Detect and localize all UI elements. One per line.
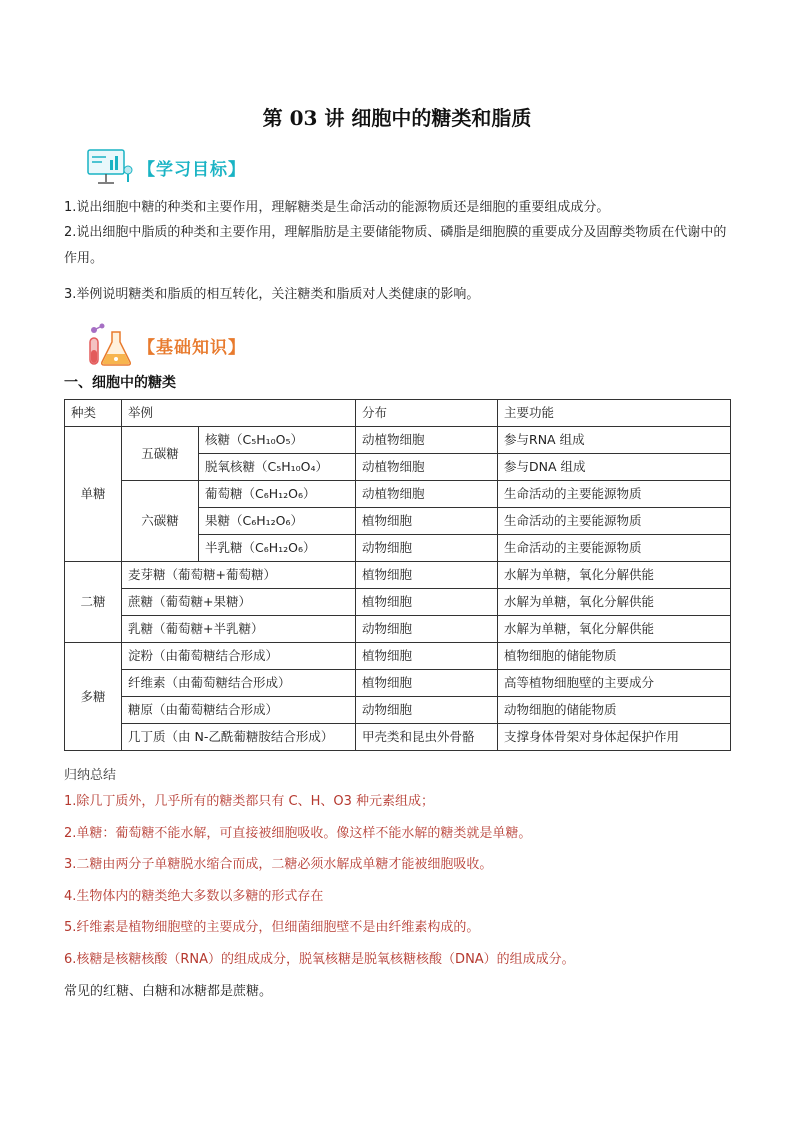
example-cell: 淀粉（由葡萄糖结合形成） (122, 643, 356, 670)
summary-note: 5.纤维素是植物细胞壁的主要成分，但细菌细胞壁不是由纤维素构成的。 (64, 920, 480, 935)
example-cell: 纤维素（由葡萄糖结合形成） (122, 670, 356, 697)
distribution-cell: 植物细胞 (356, 508, 498, 535)
example-cell: 葡萄糖（C₆H₁₂O₆） (199, 481, 356, 508)
example-cell: 核糖（C₅H₁₀O₅） (199, 427, 356, 454)
function-cell: 水解为单糖，氧化分解供能 (498, 616, 731, 643)
function-cell: 高等植物细胞壁的主要成分 (498, 670, 731, 697)
function-cell: 生命活动的主要能源物质 (498, 481, 731, 508)
distribution-cell: 动物细胞 (356, 697, 498, 724)
table-row (65, 643, 731, 670)
basics-section-header (86, 322, 246, 368)
function-cell: 参与RNA 组成 (498, 427, 731, 454)
function-cell: 植物细胞的储能物质 (498, 643, 731, 670)
example-cell: 麦芽糖（葡萄糖+葡萄糖） (122, 562, 356, 589)
distribution-cell: 植物细胞 (356, 643, 498, 670)
table-header-row (65, 400, 731, 427)
table-row (65, 589, 731, 616)
table-row (65, 724, 731, 751)
basics-section-label: 【基础知识】 (138, 337, 246, 358)
summary-title: 归纳总结 (64, 768, 117, 783)
goal-item: 1.说出细胞中糖的种类和主要作用，理解糖类是生命活动的能源物质还是细胞的重要组成成分。 (64, 200, 610, 215)
distribution-cell: 植物细胞 (356, 670, 498, 697)
goals-section-header (86, 148, 246, 186)
lab-flask-icon (86, 322, 136, 368)
header-cell: 分布 (356, 400, 498, 427)
table-row (65, 697, 731, 724)
function-cell: 生命活动的主要能源物质 (498, 535, 731, 562)
function-cell: 参与DNA 组成 (498, 454, 731, 481)
header-cell: 种类 (65, 400, 122, 427)
header-cell: 主要功能 (498, 400, 731, 427)
summary-note: 2.单糖：葡萄糖不能水解，可直接被细胞吸收。像这样不能水解的糖类就是单糖。 (64, 826, 532, 841)
table-row (65, 616, 731, 643)
function-cell: 水解为单糖，氧化分解供能 (498, 562, 731, 589)
group-cell: 二糖 (65, 562, 122, 643)
example-cell: 果糖（C₆H₁₂O₆） (199, 508, 356, 535)
presentation-board-icon (86, 148, 136, 186)
section-heading-sugars: 一、细胞中的糖类 (64, 375, 176, 391)
summary-note: 4.生物体内的糖类绝大多数以多糖的形式存在 (64, 889, 324, 904)
example-cell: 脱氧核糖（C₅H₁₀O₄） (199, 454, 356, 481)
example-cell: 几丁质（由 N-乙酰葡糖胺结合形成） (122, 724, 356, 751)
subgroup-cell: 六碳糖 (122, 481, 199, 562)
example-cell: 糖原（由葡萄糖结合形成） (122, 697, 356, 724)
subgroup-cell: 五碳糖 (122, 427, 199, 481)
function-cell: 生命活动的主要能源物质 (498, 508, 731, 535)
goal-item: 3.举例说明糖类和脂质的相互转化，关注糖类和脂质对人类健康的影响。 (64, 287, 480, 302)
example-cell: 蔗糖（葡萄糖+果糖） (122, 589, 356, 616)
distribution-cell: 动植物细胞 (356, 427, 498, 454)
group-cell: 单糖 (65, 427, 122, 562)
summary-note: 6.核糖是核糖核酸（RNA）的组成成分，脱氧核糖是脱氧核糖核酸（DNA）的组成成分。 (64, 952, 575, 967)
group-cell: 多糖 (65, 643, 122, 751)
function-cell: 支撑身体骨架对身体起保护作用 (498, 724, 731, 751)
table-row (65, 427, 731, 454)
distribution-cell: 植物细胞 (356, 562, 498, 589)
distribution-cell: 动植物细胞 (356, 454, 498, 481)
page-title: 第 03 讲 细胞中的糖类和脂质 (262, 106, 532, 130)
example-cell: 乳糖（葡萄糖+半乳糖） (122, 616, 356, 643)
function-cell: 水解为单糖，氧化分解供能 (498, 589, 731, 616)
table-row (65, 562, 731, 589)
function-cell: 动物细胞的储能物质 (498, 697, 731, 724)
distribution-cell: 植物细胞 (356, 589, 498, 616)
sugar-table (64, 399, 731, 751)
summary-note: 1.除几丁质外，几乎所有的糖类都只有 C、H、O3 种元素组成； (64, 794, 435, 809)
distribution-cell: 动物细胞 (356, 616, 498, 643)
distribution-cell: 甲壳类和昆虫外骨骼 (356, 724, 498, 751)
table-row (65, 670, 731, 697)
example-cell: 半乳糖（C₆H₁₂O₆） (199, 535, 356, 562)
header-cell: 举例 (122, 400, 356, 427)
distribution-cell: 动物细胞 (356, 535, 498, 562)
goal-item: 2.说出细胞中脂质的种类和主要作用，理解脂肪是主要储能物质、磷脂是细胞膜的重要成分及固醇类物质在代谢中的作用。 (64, 225, 727, 266)
summary-note: 3.二糖由两分子单糖脱水缩合而成，二糖必须水解成单糖才能被细胞吸收。 (64, 857, 493, 872)
distribution-cell: 动植物细胞 (356, 481, 498, 508)
summary-extra-note: 常见的红糖、白糖和冰糖都是蔗糖。 (64, 984, 273, 999)
goals-section-label: 【学习目标】 (138, 159, 246, 180)
table-row (65, 481, 731, 508)
